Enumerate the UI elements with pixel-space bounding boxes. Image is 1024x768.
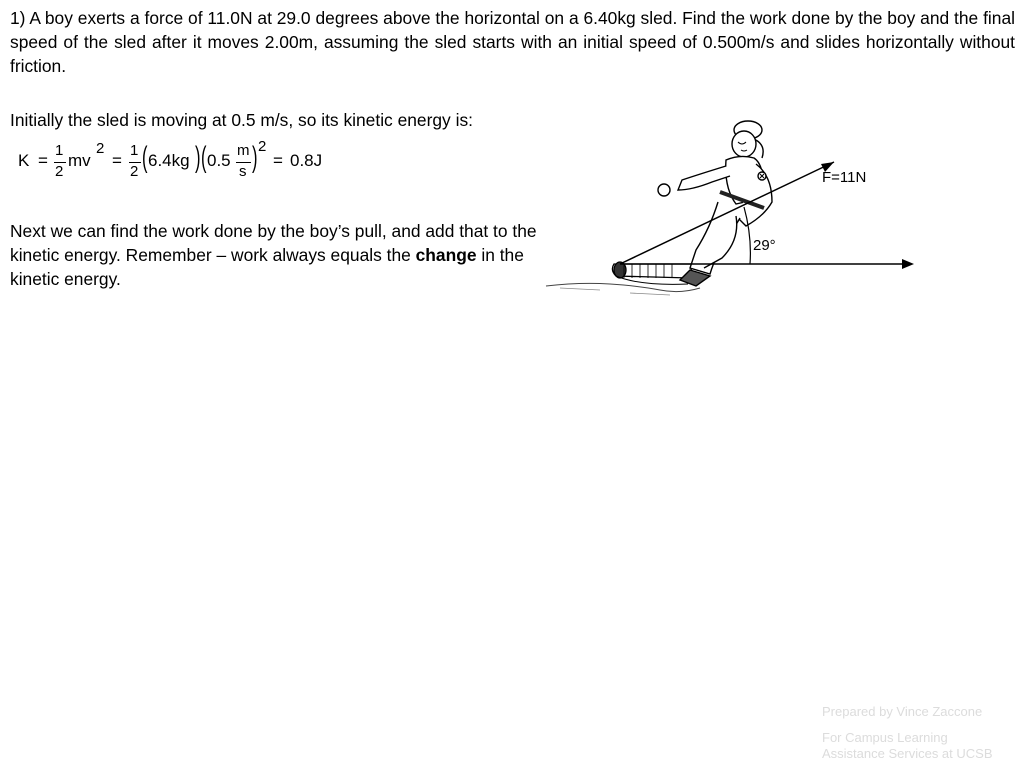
for-credit-line-2: Assistance Services at UCSB <box>822 746 993 761</box>
boy-drawing <box>658 121 772 286</box>
for-credit-line-1: For Campus Learning <box>822 730 948 745</box>
eq-square-1: 2 <box>96 140 105 157</box>
kinetic-energy-equation <box>18 138 348 186</box>
next-text-bold: change <box>415 245 477 265</box>
sled-drawing <box>612 262 692 284</box>
angle-label: 29° <box>753 237 776 254</box>
eq-denominator-1: 2 <box>55 163 64 180</box>
sled-diagram-svg <box>540 118 930 308</box>
eq-mv: mv <box>68 151 91 170</box>
eq-unit-denominator: s <box>239 163 247 180</box>
next-text-part2: in the kinetic energy. <box>10 245 524 289</box>
next-text-part1: Next we can find the work done by the boy’s pull, and add that to the kinetic energy. Remember – work always equals the <box>10 221 537 265</box>
eq-numerator-1: 1 <box>55 142 64 159</box>
eq-equals-1: = <box>38 151 48 170</box>
eq-result: 0.8J <box>290 151 323 170</box>
left-paren-1: ( <box>142 141 148 174</box>
prepared-by-credit: Prepared by Vince Zaccone <box>822 704 983 719</box>
eq-speed: 0.5 <box>207 151 231 170</box>
horizontal-arrowhead <box>902 259 914 269</box>
eq-numerator-2: 1 <box>130 142 139 159</box>
eq-k: K <box>18 151 30 170</box>
eq-equals-3: = <box>273 151 283 170</box>
eq-equals-2: = <box>112 151 122 170</box>
eq-mass: 6.4kg <box>148 151 190 170</box>
right-paren-2: ) <box>252 141 258 174</box>
eq-square-2: 2 <box>258 138 267 155</box>
next-step-text <box>10 219 540 291</box>
left-paren-2: ( <box>201 141 207 174</box>
intro-text: Initially the sled is moving at 0.5 m/s, so its kinetic energy is: <box>10 110 473 130</box>
sled-diagram <box>540 118 930 308</box>
right-paren-1: ) <box>195 141 201 174</box>
eq-unit-numerator: m <box>237 142 250 159</box>
force-label: F=11N <box>822 169 867 186</box>
eq-denominator-2: 2 <box>130 163 139 180</box>
problem-statement: 1) A boy exerts a force of 11.0N at 29.0 degrees above the horizontal on a 6.40kg sled. Find the work done by the boy and the final speed of the sled after it moves 2.00m, assuming the sled starts with an initial speed of 0.500m/s and slides horizontally without friction. <box>10 8 1015 76</box>
